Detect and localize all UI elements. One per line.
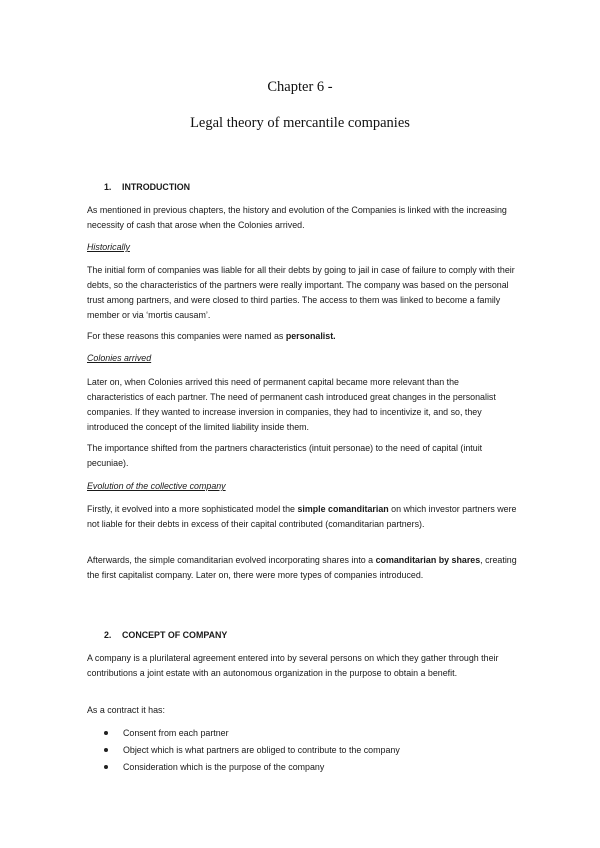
simple-comanditarian-term: simple comanditarian <box>297 504 389 514</box>
personalist-paragraph <box>87 329 517 344</box>
colonies-paragraph: Later on, when Colonies arrived this need of permanent capital became more relevant than the characteristics of each partner. The need of permanent cash introduced great changes in the personalist companies. If they wanted to increase inversion in companies, they had to incentivize it, and so, they introduced the concept of the limited liability inside them. <box>87 377 496 432</box>
evolution-paragraph-2 <box>87 553 517 583</box>
evolution-text-1b: on which investor partners were not liable for their debts in excess of their capital contributed (comanditarian partners). <box>87 504 517 529</box>
evolution-paragraph-1 <box>87 502 517 532</box>
contract-intro: As a contract it has: <box>87 705 165 715</box>
chapter-subtitle: Legal theory of mercantile companies <box>190 115 410 131</box>
bullet-icon <box>104 765 108 769</box>
list-item-text: Object which is what partners are obliged to contribute to the company <box>123 745 400 755</box>
section-number: 1. <box>104 182 112 192</box>
bullet-icon <box>104 731 108 735</box>
personalist-term: personalist. <box>285 331 336 341</box>
comanditarian-by-shares-term: comanditarian by shares <box>375 555 481 565</box>
evolution-text-2a: Afterwards, the simple comanditarian evolved incorporating shares into a <box>87 555 376 565</box>
section-heading-concept <box>104 628 534 643</box>
list-item-text: Consideration which is the purpose of the company <box>123 762 325 772</box>
bullet-icon <box>104 748 108 752</box>
section-heading-text: CONCEPT OF COMPANY <box>122 630 228 640</box>
section-heading-introduction <box>104 180 534 195</box>
section-number: 2. <box>104 630 112 640</box>
subheading-historically: Historically <box>87 242 130 252</box>
chapter-title: Chapter 6 - <box>267 79 333 95</box>
intuit-paragraph: The importance shifted from the partners characteristics (intuit personae) to the need of capital (intuit pecuniae). <box>87 443 483 468</box>
evolution-text-2b: , creating the first capitalist company. Later on, there were more types of companies introduced. <box>87 555 517 580</box>
intro-paragraph: As mentioned in previous chapters, the history and evolution of the Companies is linked with the increasing necessity of cash that arose when the Colonies arrived. <box>87 205 507 230</box>
subheading-evolution: Evolution of the collective company <box>87 481 226 491</box>
concept-paragraph: A company is a plurilateral agreement entered into by several persons on which they gather through their contributions a joint estate with an autonomous organization in the purpose to obtain a benefit. <box>87 653 499 678</box>
subheading-colonies-arrived: Colonies arrived <box>87 353 152 363</box>
section-heading-text: INTRODUCTION <box>122 182 191 192</box>
historically-paragraph: The initial form of companies was liable for all their debts by going to jail in case of failure to comply with their debts, so the characteristics of the partners were really important. The company was based on the personal trust among partners, and were closed to third parties. The access to them was linked to become a family member or via ‘mortis causam’. <box>87 265 515 320</box>
list-item-text: Consent from each partner <box>123 728 229 738</box>
evolution-text-1a: Firstly, it evolved into a more sophisticated model the <box>87 504 298 514</box>
personalist-text: For these reasons this companies were named as <box>87 331 286 341</box>
